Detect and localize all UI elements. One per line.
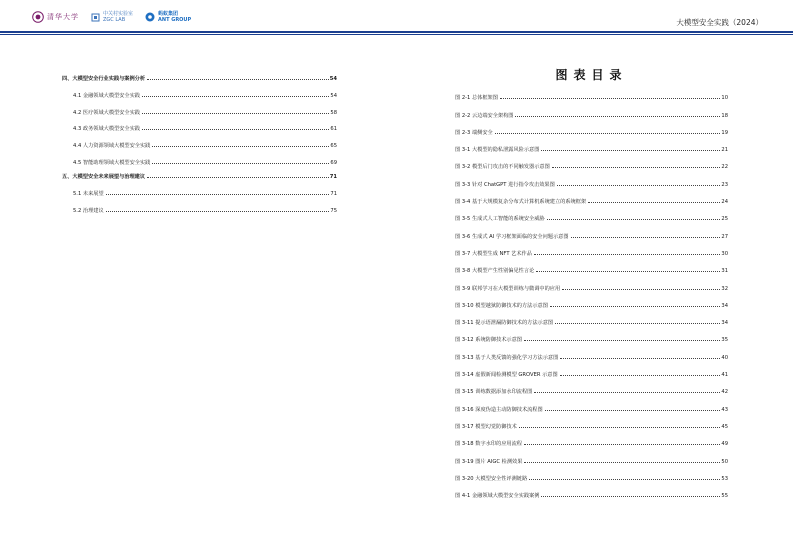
entry-page-number: 42: [721, 389, 728, 396]
entry-page-number: 71: [330, 190, 337, 197]
entry-title: 图 3-8 大模型产生性别偏见性言论: [455, 268, 535, 275]
entry-page-number: 45: [721, 423, 728, 430]
entry-page-number: 21: [721, 147, 728, 154]
entry-page-number: 34: [721, 320, 728, 327]
dot-leader: [557, 185, 721, 186]
entry-title: 图 3-17 模型幻觉防御技术: [455, 423, 517, 430]
entry-title: 图 2-2 云边端安全架构图: [455, 112, 514, 119]
toc-entry[interactable]: [455, 153, 728, 170]
zgc-lab-icon: [91, 13, 100, 22]
toc-entry[interactable]: [455, 119, 728, 136]
toc-entry[interactable]: [455, 447, 728, 464]
entry-page-number: 75: [330, 207, 337, 214]
entry-title: 图 3-14 虚假新闻检测模型 GROVER 示意图: [455, 372, 558, 379]
entry-title: 5.1 未来展望: [73, 190, 104, 197]
toc-entry[interactable]: [62, 197, 337, 214]
toc-entry[interactable]: [62, 116, 337, 133]
header-rule-thin: [0, 34, 793, 35]
entry-title: 4.5 智能助理领域大模型安全实践: [73, 159, 151, 166]
entry-title: 图 3-19 图片 AIGC 检测效果: [455, 458, 523, 465]
entry-page-number: 32: [721, 285, 728, 292]
dot-leader: [152, 163, 329, 164]
entry-title: 图 3-11 提示语泄漏防御技术的方法示意图: [455, 320, 554, 327]
dot-leader: [142, 129, 329, 130]
toc-entry[interactable]: [455, 188, 728, 205]
table-of-contents: [62, 70, 337, 214]
entry-title: 图 3-18 数字水印的应用流程: [455, 441, 522, 448]
dot-leader: [515, 116, 720, 117]
entry-page-number: 27: [721, 233, 728, 240]
entry-page-number: 54: [330, 92, 337, 99]
toc-entry[interactable]: [455, 430, 728, 447]
dot-leader: [147, 79, 329, 80]
entry-page-number: 55: [721, 493, 728, 500]
entry-title: 图 3-16 深度伪造主动防御技术流程图: [455, 406, 543, 413]
toc-entry[interactable]: [62, 168, 337, 180]
toc-entry[interactable]: [455, 292, 728, 309]
dot-leader: [541, 496, 720, 497]
toc-entry[interactable]: [62, 180, 337, 197]
entry-page-number: 54: [329, 76, 337, 82]
entry-title: 图 2-3 端侧安全: [455, 129, 493, 136]
toc-entry[interactable]: [455, 326, 728, 343]
entry-page-number: 69: [330, 159, 337, 166]
dot-leader: [524, 444, 720, 445]
tsinghua-logo: [32, 11, 79, 23]
logo-group: [32, 11, 203, 23]
dot-leader: [152, 146, 329, 147]
entry-title: 五、大模型安全未来展望与治理建议: [62, 173, 146, 180]
entry-page-number: 22: [721, 164, 728, 171]
entry-title: 图 2-1 总体框架图: [455, 95, 498, 102]
ant-group-icon: [145, 12, 155, 22]
entry-page-number: 40: [721, 354, 728, 361]
entry-title: 四、大模型安全行业实践与案例分析: [62, 76, 146, 82]
dot-leader: [552, 167, 721, 168]
dot-leader: [534, 392, 720, 393]
toc-entry[interactable]: [455, 378, 728, 395]
entry-page-number: 34: [721, 302, 728, 309]
list-of-figures: [455, 70, 728, 499]
dot-leader: [524, 340, 720, 341]
toc-entry[interactable]: [455, 240, 728, 257]
figures-heading: 图表目录: [555, 68, 628, 82]
toc-entry[interactable]: [62, 99, 337, 116]
entry-page-number: 41: [721, 372, 728, 379]
toc-entry[interactable]: [455, 274, 728, 291]
toc-entry[interactable]: [455, 395, 728, 412]
entry-page-number: 49: [721, 441, 728, 448]
toc-entry[interactable]: [455, 343, 728, 360]
entry-title: 图 3-4 基于大规模复杂分布式计算机系统建立的系统框架: [455, 199, 587, 206]
logo2-line2: ZGC LAB: [103, 17, 126, 23]
entry-title: 图 3-12 系统防御技术示意图: [455, 337, 522, 344]
dot-leader: [534, 254, 721, 255]
entry-title: 图 3-2 模型后门攻击的不同触发器示意图: [455, 164, 550, 171]
entry-page-number: 58: [330, 109, 337, 116]
entry-page-number: 31: [721, 268, 728, 275]
toc-entry[interactable]: [455, 222, 728, 239]
toc-entry[interactable]: [455, 482, 728, 499]
entry-title: 5.2 治理建议: [73, 207, 104, 214]
dot-leader: [541, 150, 720, 151]
logo2-line1: 中关村实验室: [103, 11, 134, 17]
toc-entry[interactable]: [62, 70, 337, 82]
dot-leader: [524, 462, 720, 463]
toc-entry[interactable]: [455, 136, 728, 153]
dot-leader: [529, 479, 720, 480]
entry-title: 图 4-1 金融领域大模型安全实践案例: [455, 493, 540, 500]
dot-leader: [142, 113, 329, 114]
dot-leader: [555, 323, 720, 324]
dot-leader: [106, 211, 330, 212]
toc-entry[interactable]: [62, 149, 337, 166]
dot-leader: [147, 177, 329, 178]
entry-title: 图 3-10 模型越狱防御技术的方法示意图: [455, 302, 548, 309]
tsinghua-emblem-icon: [32, 11, 44, 23]
dot-leader: [550, 306, 721, 307]
logo1-text: 清华大学: [47, 13, 79, 21]
dot-leader: [495, 133, 721, 134]
entry-page-number: 19: [721, 129, 728, 136]
toc-entry[interactable]: [455, 413, 728, 430]
dot-leader: [519, 427, 721, 428]
toc-entry[interactable]: [455, 101, 728, 118]
dot-leader: [106, 194, 330, 195]
entry-title: 4.1 金融领域大模型安全实践: [73, 92, 140, 99]
logo3-line1: 蚂蚁集团: [158, 11, 179, 17]
dot-leader: [547, 219, 721, 220]
logo3-line2: ANT GROUP: [158, 17, 192, 23]
ant-group-logo: [145, 11, 191, 23]
entry-page-number: 71: [329, 173, 337, 180]
entry-page-number: 25: [721, 216, 728, 223]
dot-leader: [560, 358, 720, 359]
entry-title: 4.4 人力资源领域大模型安全实践: [73, 143, 151, 150]
zgc-lab-logo: [91, 11, 133, 23]
entry-title: 图 3-1 大模型的隐私泄露风险示意图: [455, 147, 540, 154]
entry-title: 4.2 医疗领域大模型安全实践: [73, 109, 140, 116]
dot-leader: [545, 410, 721, 411]
entry-page-number: 23: [721, 181, 728, 188]
entry-title: 4.3 政务领域大模型安全实践: [73, 126, 140, 133]
dot-leader: [500, 98, 720, 99]
dot-leader: [142, 96, 329, 97]
entry-page-number: 30: [721, 250, 728, 257]
toc-entry[interactable]: [455, 257, 728, 274]
entry-title: 图 3-7 大模型生成 NFT 艺术作品: [455, 250, 532, 257]
document-title: 大模型安全实践（2024）: [676, 18, 763, 27]
entry-title: 图 3-6 生成式 AI 学习框架面临的安全问题示意图: [455, 233, 569, 240]
toc-entry[interactable]: [455, 170, 728, 187]
toc-entry[interactable]: [455, 361, 728, 378]
toc-entry[interactable]: [455, 309, 728, 326]
entry-title: 图 3-5 生成式人工智能的系统安全威胁: [455, 216, 545, 223]
dot-leader: [571, 237, 721, 238]
header-rule-thick: [0, 31, 793, 33]
entry-page-number: 24: [721, 199, 728, 206]
entry-title: 图 3-20 大模型安全性评测链路: [455, 475, 528, 482]
entry-title: 图 3-3 针对 ChatGPT 进行指令攻击效果图: [455, 181, 555, 188]
entry-page-number: 53: [721, 475, 728, 482]
dot-leader: [536, 271, 720, 272]
page-header: [0, 0, 793, 34]
entry-page-number: 35: [721, 337, 728, 344]
entry-page-number: 10: [721, 95, 728, 102]
dot-leader: [560, 375, 721, 376]
entry-page-number: 43: [721, 406, 728, 413]
toc-entry[interactable]: [455, 205, 728, 222]
entry-page-number: 61: [330, 126, 337, 133]
dot-leader: [588, 202, 720, 203]
toc-entry[interactable]: [62, 132, 337, 149]
toc-entry[interactable]: [455, 84, 728, 101]
entry-title: 图 3-15 训练数据添加水印流程图: [455, 389, 533, 396]
entry-page-number: 50: [721, 458, 728, 465]
entry-page-number: 65: [330, 143, 337, 150]
dot-leader: [562, 289, 720, 290]
toc-entry[interactable]: [62, 82, 337, 99]
entry-page-number: 18: [721, 112, 728, 119]
toc-entry[interactable]: [455, 465, 728, 482]
entry-title: 图 3-9 联邦学习在大模型训练与微调中的应用: [455, 285, 561, 292]
entry-title: 图 3-13 基于人类反馈的强化学习方法示意图: [455, 354, 559, 361]
